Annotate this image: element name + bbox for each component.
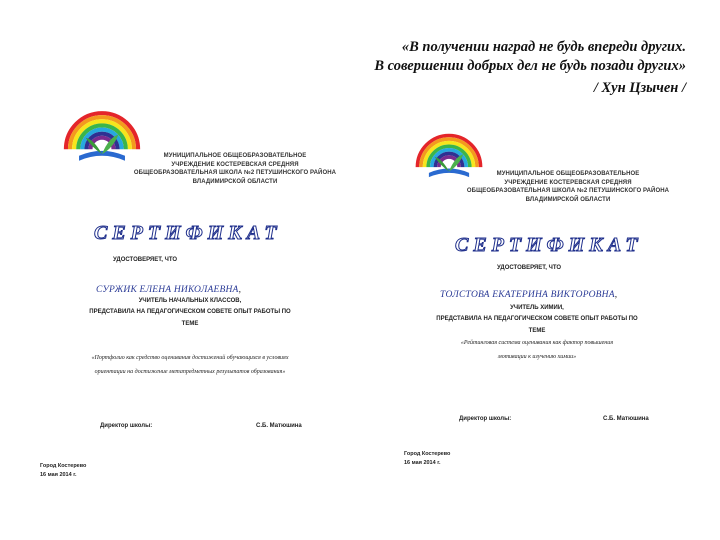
org-line-1: МУНИЦИПАЛЬНОЕ ОБЩЕОБРАЗОВАТЕЛЬНОЕ xyxy=(496,171,640,177)
certifies-label: УДОСТОВЕРЯЕТ, ЧТО xyxy=(113,257,178,263)
topic-line-2: мотивации к изучению химии» xyxy=(497,353,577,360)
city: Город Костерево xyxy=(404,451,451,457)
recipient-name: ТОЛСТОВА ЕКАТЕРИНА ВИКТОРОВНА, xyxy=(440,290,618,300)
epigraph-line-2: В совершении добрых дел не будь позади других» xyxy=(374,58,686,74)
topic xyxy=(392,337,682,365)
director-label: Директор школы: xyxy=(459,416,512,422)
topic-line-2: ориентации на достижение метапредметных результатов образования» xyxy=(94,368,286,375)
recipient-name-text: СУРЖИК ЕЛЕНА НИКОЛАЕВНА xyxy=(96,285,239,295)
certificate-title: СЕРТИФИКАТ xyxy=(455,234,643,256)
recipient-position: УЧИТЕЛЬ ХИМИИ, xyxy=(510,305,564,311)
presented-text: ПРЕДСТАВИЛА НА ПЕДАГОГИЧЕСКОМ СОВЕТЕ ОПЫТ РАБОТЫ ПО xyxy=(436,316,638,323)
recipient-name: СУРЖИК ЕЛЕНА НИКОЛАЕВНА, xyxy=(96,285,242,295)
date: 16 мая 2014 г. xyxy=(404,460,441,467)
recipient-details xyxy=(392,303,682,337)
director-name: С.Б. Матюшина xyxy=(603,416,649,422)
certificate-title: СЕРТИФИКАТ xyxy=(94,222,282,244)
presented-text: ПРЕДСТАВИЛА НА ПЕДАГОГИЧЕСКОМ СОВЕТЕ ОПЫТ РАБОТЫ ПО xyxy=(89,309,291,316)
org-line-4: ВЛАДИМИРСКОЙ ОБЛАСТИ xyxy=(192,179,278,186)
org-line-1: МУНИЦИПАЛЬНОЕ ОБЩЕОБРАЗОВАТЕЛЬНОЕ xyxy=(163,153,307,159)
certifies-label: УДОСТОВЕРЯЕТ, ЧТО xyxy=(497,265,562,271)
recipient-position: УЧИТЕЛЬ НАЧАЛЬНЫХ КЛАССОВ, xyxy=(138,298,242,304)
org-line-2: УЧРЕЖДЕНИЕ КОСТЕРЕВСКАЯ СРЕДНЯЯ xyxy=(171,161,299,168)
city: Город Костерево xyxy=(40,463,87,469)
theme-label: ТЕМЕ xyxy=(181,320,199,327)
director-name: С.Б. Матюшина xyxy=(256,423,302,429)
epigraph-author: / Хун Цзычен / xyxy=(593,80,686,96)
org-line-3: ОБЩЕОБРАЗОВАТЕЛЬНАЯ ШКОЛА №2 ПЕТУШИНСКОГО РАЙОНА xyxy=(466,188,670,195)
topic-line-1: «Портфолио как средство оценивания достижений обучающихся в условиях xyxy=(91,355,289,361)
director-label: Директор школы: xyxy=(100,423,153,429)
organization-name xyxy=(418,170,718,205)
recipient-name-text: ТОЛСТОВА ЕКАТЕРИНА ВИКТОРОВНА xyxy=(440,290,615,300)
org-line-2: УЧРЕЖДЕНИЕ КОСТЕРЕВСКАЯ СРЕДНЯЯ xyxy=(504,179,632,186)
org-line-3: ОБЩЕОБРАЗОВАТЕЛЬНАЯ ШКОЛА №2 ПЕТУШИНСКОГО РАЙОНА xyxy=(133,170,337,177)
city-date xyxy=(404,450,450,469)
theme-label: ТЕМЕ xyxy=(528,327,546,334)
epigraph-line-1: «В получении наград не будь впереди других. xyxy=(401,39,686,55)
topic-line-1: «Рейтинговая система оценивания как фактор повышения xyxy=(460,340,614,346)
date: 16 мая 2014 г. xyxy=(40,472,77,479)
org-line-4: ВЛАДИМИРСКОЙ ОБЛАСТИ xyxy=(525,197,611,204)
